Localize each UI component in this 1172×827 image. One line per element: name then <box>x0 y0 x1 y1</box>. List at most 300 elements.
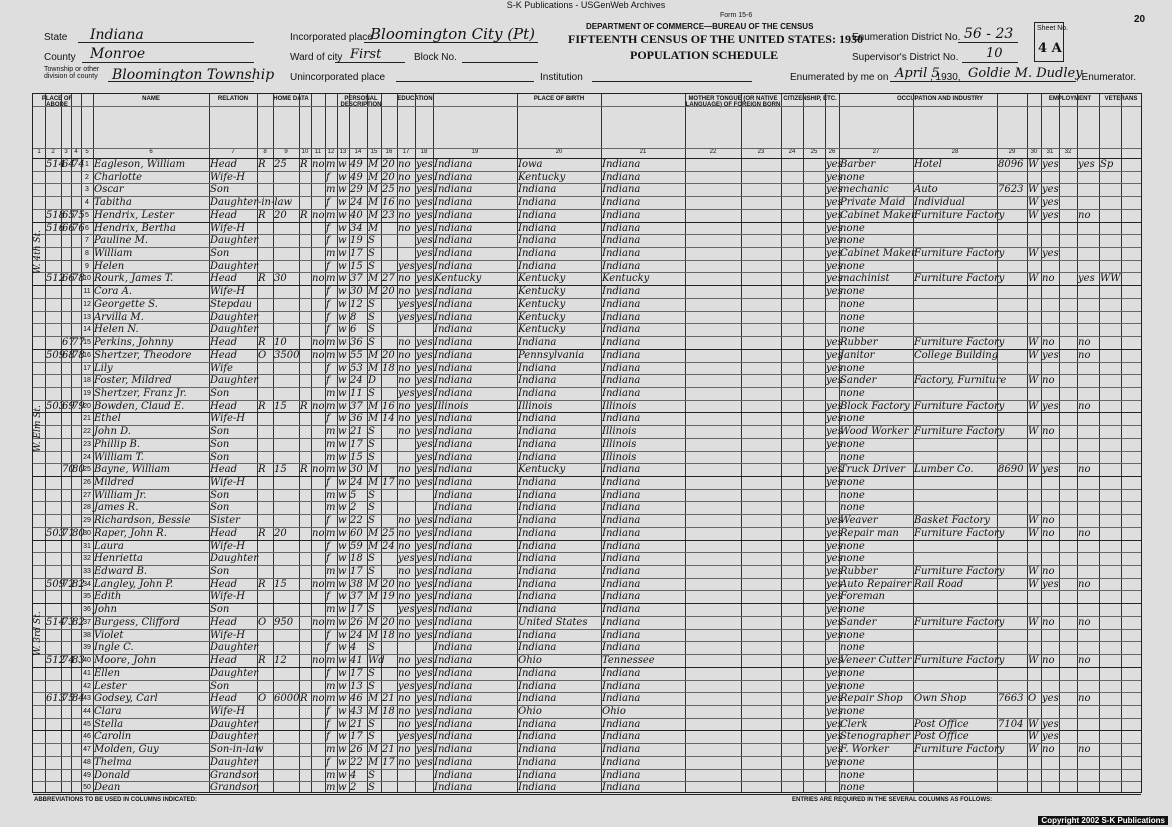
table-cell-line: 21 <box>83 415 91 423</box>
table-cell-sex: f <box>326 413 330 425</box>
table-cell-mother: Indiana <box>602 298 641 310</box>
table-cell-line: 36 <box>83 606 91 614</box>
table-cell-rel: Wife-H <box>210 413 246 425</box>
table-cell-sch: no <box>398 477 411 488</box>
table-cell-father: Indiana <box>518 667 557 679</box>
table-cell-age: 8 <box>350 311 357 323</box>
table-cell-occ: Foreman <box>840 591 885 603</box>
table-cell-agem: 25 <box>382 527 395 539</box>
table-cell-mar: Wd <box>368 655 385 667</box>
table-cell-sex: m <box>326 387 336 399</box>
table-cell-mar: S <box>368 515 375 527</box>
table-cell-rel: Son-in-law <box>210 744 264 756</box>
table-cell-eng: yes <box>826 438 843 450</box>
state-label: State <box>44 32 68 43</box>
table-cell-name: Lily <box>94 362 113 374</box>
table-cell-age: 12 <box>350 298 363 310</box>
street-label: W. 4th St. <box>33 230 43 275</box>
table-cell-occ: Block Factory <box>840 400 910 412</box>
table-cell-mother: Indiana <box>602 756 641 768</box>
table-cell-line: 13 <box>83 313 91 321</box>
table-cell-name: Laura <box>94 540 124 552</box>
table-cell-rel: Daughter <box>210 553 258 565</box>
table-cell-line: 29 <box>83 517 91 525</box>
table-cell-line: 12 <box>83 300 91 308</box>
table-cell-sex: m <box>326 273 336 285</box>
table-cell-birth: Indiana <box>434 311 473 323</box>
table-cell-ind: Furniture Factory <box>914 273 1005 285</box>
table-cell-birth: Indiana <box>434 604 473 616</box>
table-cell-line: 4 <box>85 199 89 207</box>
table-cell-agem: 23 <box>382 209 395 221</box>
group-header: PLACE OF ABODE <box>41 96 73 108</box>
column-divider <box>1077 94 1078 792</box>
table-cell-cls: W <box>1028 616 1039 628</box>
table-cell-work: no <box>1042 426 1055 438</box>
table-cell-eng: yes <box>826 184 843 196</box>
table-cell-age: 43 <box>350 705 363 717</box>
table-cell-eng: yes <box>826 629 843 641</box>
table-cell-name: Helen N. <box>94 324 139 336</box>
table-cell-name: Tabitha <box>94 197 132 209</box>
table-cell-house: 503 <box>46 527 66 539</box>
table-cell-birth: Indiana <box>434 438 473 450</box>
column-number: 27 <box>872 149 880 155</box>
table-cell-color: w <box>338 769 347 781</box>
table-cell-read: yes <box>416 756 433 768</box>
table-cell-color: w <box>338 629 347 641</box>
table-cell-age: 37 <box>350 400 363 412</box>
table-cell-mother: Indiana <box>602 769 641 781</box>
table-cell-mar: S <box>368 667 375 679</box>
table-cell-name: Phillip B. <box>94 438 141 450</box>
table-cell-sex: f <box>326 515 330 527</box>
table-cell-agem: 20 <box>382 616 395 628</box>
table-cell-agem: 18 <box>382 362 395 374</box>
table-cell-color: w <box>338 464 347 476</box>
table-cell-vet: no <box>1078 527 1091 539</box>
table-cell-own: O <box>258 349 267 361</box>
table-cell-occ: machinist <box>840 273 890 285</box>
table-cell-mar: S <box>368 718 375 730</box>
table-cell-sex: m <box>326 464 336 476</box>
table-cell-father: Indiana <box>518 731 557 743</box>
form-number: Form 15-6 <box>720 12 753 19</box>
table-cell-rel: Daughter <box>210 375 258 387</box>
table-cell-sch: no <box>398 667 411 679</box>
table-cell-sch: yes <box>398 260 415 272</box>
table-cell-rel: Daughter <box>210 260 258 272</box>
table-cell-sch: no <box>398 464 411 476</box>
table-cell-birth: Indiana <box>434 655 473 667</box>
table-cell-age: 41 <box>350 655 363 667</box>
table-cell-name: Raper, John R. <box>94 527 167 539</box>
table-cell-eng: yes <box>826 591 843 603</box>
table-cell-mother: Indiana <box>602 604 641 616</box>
table-cell-name: James R. <box>94 502 139 514</box>
table-cell-mar: M <box>368 578 379 590</box>
table-cell-mother: Indiana <box>602 566 641 578</box>
table-cell-agem: 27 <box>382 273 395 285</box>
table-cell-sex: m <box>326 438 336 450</box>
table-cell-sex: m <box>326 693 336 705</box>
table-cell-read: yes <box>416 515 433 527</box>
table-cell-read: yes <box>416 693 433 705</box>
table-cell-farm: no <box>312 693 325 705</box>
table-cell-sex: f <box>326 197 330 209</box>
table-cell-dw: 64 <box>62 159 75 170</box>
table-cell-name: Hendrix, Lester <box>94 209 174 221</box>
table-cell-cls: W <box>1028 273 1039 285</box>
table-cell-mother: Tennessee <box>602 655 655 667</box>
table-cell-birth: Indiana <box>434 477 473 488</box>
table-cell-name: Burgess, Clifford <box>94 616 180 628</box>
table-cell-ind: Own Shop <box>914 693 967 705</box>
table-cell-father: Kentucky <box>518 311 566 323</box>
table-cell-sch: no <box>398 693 411 705</box>
table-cell-war: Sp <box>1100 159 1114 170</box>
table-cell-rel: Wife-H <box>210 171 246 183</box>
table-cell-vet: yes <box>1078 159 1095 170</box>
table-cell-color: w <box>338 616 347 628</box>
table-cell-occ: none <box>840 553 865 565</box>
table-cell-rel: Wife-H <box>210 286 246 298</box>
table-cell-occ: none <box>840 413 865 425</box>
abbreviations-title: ABBREVIATIONS TO BE USED IN COLUMNS INDICATED: <box>34 797 198 803</box>
table-cell-name: William T. <box>94 451 144 463</box>
table-cell-occ: none <box>840 489 865 501</box>
table-cell-sch: no <box>398 705 411 717</box>
table-cell-birth: Indiana <box>434 197 473 209</box>
table-cell-mother: Indiana <box>602 731 641 743</box>
table-cell-occ: none <box>840 782 865 794</box>
table-cell-sex: m <box>326 527 336 539</box>
table-cell-sex: f <box>326 540 330 552</box>
county-value: Monroe <box>90 46 146 62</box>
table-cell-sex: m <box>326 769 336 781</box>
column-number: 30 <box>1030 149 1038 155</box>
table-cell-name: Cora A. <box>94 286 132 298</box>
table-cell-mar: S <box>368 451 375 463</box>
table-cell-color: w <box>338 553 347 565</box>
table-cell-farm: no <box>312 616 325 628</box>
table-cell-line: 37 <box>83 618 91 626</box>
table-cell-vet: no <box>1078 655 1091 667</box>
table-cell-agem: 21 <box>382 693 395 705</box>
supervisor-label: Supervisor's District No. <box>852 52 959 63</box>
table-cell-code: 8096 <box>998 159 1024 170</box>
table-cell-read: yes <box>416 464 433 476</box>
table-cell-birth: Indiana <box>434 171 473 183</box>
table-cell-line: 16 <box>83 351 91 359</box>
street-label: W. 3rd St. <box>33 611 43 656</box>
table-cell-age: 17 <box>350 438 363 450</box>
table-cell-fam: 74 <box>72 159 85 170</box>
table-cell-val: 6000 <box>274 693 300 705</box>
table-cell-mother: Indiana <box>602 744 641 756</box>
table-cell-birth: Indiana <box>434 426 473 438</box>
column-divider <box>45 94 46 792</box>
table-cell-ind: Factory, Furniture <box>914 375 1007 387</box>
table-cell-line: 41 <box>83 669 91 677</box>
column-number: 16 <box>385 149 393 155</box>
table-cell-sex: m <box>326 616 336 628</box>
table-cell-occ: none <box>840 438 865 450</box>
table-cell-eng: yes <box>826 464 843 476</box>
table-cell-name: Langley, John P. <box>94 578 174 590</box>
table-cell-eng: yes <box>826 578 843 590</box>
table-cell-age: 13 <box>350 680 363 692</box>
table-cell-occ: none <box>840 298 865 310</box>
table-cell-father: Indiana <box>518 337 557 349</box>
table-cell-sex: f <box>326 222 330 234</box>
table-cell-color: w <box>338 680 347 692</box>
table-cell-mar: M <box>368 705 379 717</box>
table-cell-occ: none <box>840 756 865 768</box>
unincorporated-label: Unincorporated place <box>290 72 386 83</box>
table-cell-father: Indiana <box>518 413 557 425</box>
table-cell-father: Illinois <box>518 400 553 412</box>
table-cell-mother: Indiana <box>602 197 641 209</box>
table-cell-cls: W <box>1028 515 1039 527</box>
column-number: 17 <box>402 149 410 155</box>
table-cell-occ: F. Worker <box>840 744 889 756</box>
table-cell-mar: S <box>368 324 375 336</box>
table-cell-mother: Indiana <box>602 578 641 590</box>
table-cell-read: yes <box>416 718 433 730</box>
table-cell-work: yes <box>1042 197 1059 209</box>
table-cell-read: yes <box>416 362 433 374</box>
incorporated-label: Incorporated place <box>290 32 373 43</box>
table-cell-father: Indiana <box>518 222 557 234</box>
table-cell-read: yes <box>416 222 433 234</box>
table-cell-cls: W <box>1028 578 1039 590</box>
table-cell-read: yes <box>416 298 433 310</box>
table-cell-own: O <box>258 616 267 628</box>
table-cell-father: Ohio <box>518 655 542 667</box>
table-cell-birth: Indiana <box>434 298 473 310</box>
table-cell-vet: no <box>1078 616 1091 628</box>
column-number: 24 <box>788 149 796 155</box>
table-cell-sch: no <box>398 197 411 209</box>
county-label: County <box>44 52 76 63</box>
table-cell-val: 15 <box>274 464 287 476</box>
table-cell-work: yes <box>1042 718 1059 730</box>
column-number: 3 <box>64 149 68 155</box>
table-cell-eng: yes <box>826 273 843 285</box>
column-number: 7 <box>231 149 235 155</box>
table-cell-father: Indiana <box>518 680 557 692</box>
table-cell-line: 2 <box>85 173 89 181</box>
table-cell-father: Indiana <box>518 260 557 272</box>
table-cell-read: yes <box>416 553 433 565</box>
table-cell-color: w <box>338 184 347 196</box>
table-cell-ind: Furniture Factory <box>914 337 1005 349</box>
table-cell-cls: W <box>1028 718 1039 730</box>
table-cell-fam: 84 <box>72 693 85 705</box>
table-cell-house: 514 <box>46 616 66 628</box>
table-cell-line: 43 <box>83 695 91 703</box>
table-cell-color: w <box>338 298 347 310</box>
table-cell-sch: no <box>398 566 411 578</box>
table-cell-color: w <box>338 438 347 450</box>
table-cell-eng: yes <box>826 527 843 539</box>
table-cell-line: 9 <box>85 262 89 270</box>
table-cell-eng: yes <box>826 655 843 667</box>
table-cell-occ: Sander <box>840 616 877 628</box>
table-cell-line: 34 <box>83 580 91 588</box>
table-cell-age: 37 <box>350 273 363 285</box>
table-cell-color: w <box>338 655 347 667</box>
table-cell-father: Indiana <box>518 451 557 463</box>
table-cell-agem: 18 <box>382 705 395 717</box>
table-cell-ind: Furniture Factory <box>914 400 1005 412</box>
table-cell-mother: Indiana <box>602 349 641 361</box>
table-cell-occ: none <box>840 235 865 247</box>
table-cell-mother: Indiana <box>602 591 641 603</box>
table-cell-sch: no <box>398 222 411 234</box>
table-cell-mother: Indiana <box>602 718 641 730</box>
table-cell-ind: Rail Road <box>914 578 964 590</box>
column-divider <box>781 94 782 792</box>
table-cell-sex: f <box>326 324 330 336</box>
table-cell-code: 7104 <box>998 718 1024 730</box>
table-cell-agem: 16 <box>382 400 395 412</box>
table-cell-val: 3500 <box>274 349 300 361</box>
group-header: RELATION <box>217 96 249 102</box>
table-cell-birth: Indiana <box>434 260 473 272</box>
column-number: 10 <box>301 149 309 155</box>
table-cell-sch: no <box>398 616 411 628</box>
table-cell-mar: M <box>368 413 379 425</box>
table-cell-color: w <box>338 515 347 527</box>
table-cell-fam: 77 <box>72 337 85 349</box>
table-cell-mar: S <box>368 337 375 349</box>
table-cell-sex: m <box>326 184 336 196</box>
table-cell-mother: Indiana <box>602 642 641 654</box>
table-cell-read: yes <box>416 616 433 628</box>
column-number: 5 <box>85 149 89 155</box>
table-cell-sex: m <box>326 451 336 463</box>
table-cell-read: yes <box>416 477 433 488</box>
table-cell-sex: m <box>326 426 336 438</box>
table-cell-birth: Indiana <box>434 209 473 221</box>
table-cell-name: Mildred <box>94 477 135 488</box>
column-number: 15 <box>370 149 378 155</box>
table-cell-father: Indiana <box>518 629 557 641</box>
column-number: 6 <box>149 149 153 155</box>
table-cell-occ: Auto Repairer <box>840 578 912 590</box>
table-cell-mother: Illinois <box>602 438 637 450</box>
table-cell-sch: yes <box>398 731 415 743</box>
table-cell-line: 20 <box>83 402 91 410</box>
table-cell-own: O <box>258 693 267 705</box>
table-cell-read: yes <box>416 540 433 552</box>
table-cell-eng: yes <box>826 667 843 679</box>
table-cell-ind: Furniture Factory <box>914 744 1005 756</box>
table-cell-read: yes <box>416 744 433 756</box>
column-number: 25 <box>810 149 818 155</box>
table-cell-mother: Indiana <box>602 337 641 349</box>
table-cell-father: Indiana <box>518 362 557 374</box>
table-cell-sex: f <box>326 477 330 488</box>
table-cell-sex: m <box>326 655 336 667</box>
table-cell-rel: Head <box>210 209 238 221</box>
group-header: PLACE OF BIRTH <box>533 96 585 102</box>
table-cell-color: w <box>338 718 347 730</box>
table-cell-mother: Illinois <box>602 451 637 463</box>
table-cell-mar: S <box>368 248 375 260</box>
table-cell-occ: Private Maid <box>840 197 906 209</box>
table-cell-agem: 20 <box>382 171 395 183</box>
table-cell-birth: Indiana <box>434 515 473 527</box>
table-cell-dw: 66 <box>62 273 75 285</box>
table-cell-read: yes <box>416 566 433 578</box>
table-cell-mother: Indiana <box>602 260 641 272</box>
table-cell-line: 39 <box>83 644 91 652</box>
table-cell-father: Iowa <box>518 159 543 170</box>
table-cell-birth: Indiana <box>434 744 473 756</box>
table-cell-read: yes <box>416 438 433 450</box>
table-cell-name: Henrietta <box>94 553 143 565</box>
table-cell-color: w <box>338 159 347 170</box>
table-cell-own: R <box>258 273 266 285</box>
table-cell-line: 45 <box>83 720 91 728</box>
table-cell-mar: S <box>368 298 375 310</box>
table-cell-ind: Furniture Factory <box>914 566 1005 578</box>
table-cell-rel: Son <box>210 604 230 616</box>
table-cell-father: Kentucky <box>518 324 566 336</box>
table-cell-work: no <box>1042 527 1055 539</box>
entries-title: ENTRIES ARE REQUIRED IN THE SEVERAL COLUMNS AS FOLLOWS: <box>792 797 993 803</box>
table-cell-dw: 72 <box>62 578 75 590</box>
table-cell-eng: yes <box>826 197 843 209</box>
table-cell-birth: Indiana <box>434 756 473 768</box>
table-cell-occ: Veneer Cutter <box>840 655 912 667</box>
table-cell-rel: Wife-H <box>210 629 246 641</box>
table-cell-mother: Indiana <box>602 540 641 552</box>
table-cell-rel: Head <box>210 273 238 285</box>
table-cell-color: w <box>338 235 347 247</box>
table-cell-val: 12 <box>274 655 287 667</box>
table-cell-color: w <box>338 578 347 590</box>
table-cell-mother: Indiana <box>602 159 641 170</box>
table-cell-age: 4 <box>350 769 357 781</box>
table-cell-eng: yes <box>826 540 843 552</box>
column-number: 21 <box>639 149 647 155</box>
table-cell-mother: Indiana <box>602 413 641 425</box>
table-cell-line: 35 <box>83 593 91 601</box>
table-cell-color: w <box>338 502 347 514</box>
table-cell-farm: no <box>312 527 325 539</box>
table-cell-occ: none <box>840 502 865 514</box>
table-cell-dw: 70 <box>62 464 75 476</box>
table-cell-cls: W <box>1028 527 1039 539</box>
table-cell-birth: Indiana <box>434 349 473 361</box>
column-number: 28 <box>951 149 959 155</box>
table-cell-birth: Indiana <box>434 464 473 476</box>
table-cell-father: Indiana <box>518 693 557 705</box>
table-cell-age: 49 <box>350 159 363 170</box>
table-cell-father: Kentucky <box>518 171 566 183</box>
table-cell-sch: no <box>398 337 411 349</box>
table-cell-age: 6 <box>350 324 357 336</box>
table-cell-eng: yes <box>826 400 843 412</box>
table-cell-rel: Head <box>210 616 238 628</box>
table-cell-mother: Indiana <box>602 680 641 692</box>
table-cell-line: 33 <box>83 568 91 576</box>
table-cell-mar: M <box>368 222 379 234</box>
